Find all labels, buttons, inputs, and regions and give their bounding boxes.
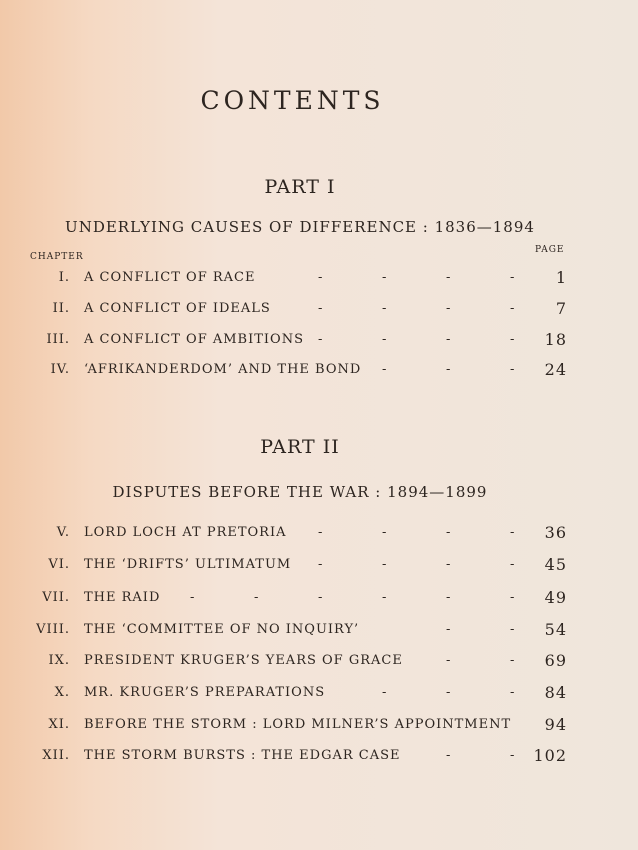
chapter-number: XII.	[42, 748, 70, 763]
chapter-title: PRESIDENT KRUGER’S YEARS OF GRACE	[84, 653, 403, 668]
part-2-title: PART II	[260, 436, 340, 458]
chapter-title: THE ‘DRIFTS’ ULTIMATUM	[84, 557, 292, 572]
chapter-number: V.	[56, 525, 70, 540]
page-number: 69	[544, 651, 567, 670]
chapter-title: THE ‘COMMITTEE OF NO INQUIRY’	[84, 622, 360, 637]
page-number: 94	[544, 715, 567, 734]
page-number: 18	[544, 330, 567, 349]
toc-entry[interactable]	[20, 717, 575, 739]
part-1-title: PART I	[264, 176, 336, 198]
chapter-number: III.	[46, 332, 70, 347]
page-number: 84	[544, 683, 567, 702]
chapter-title: BEFORE THE STORM : LORD MILNER’S APPOINTMENT	[84, 717, 512, 732]
part-2-subtitle: DISPUTES BEFORE THE WAR : 1894—1899	[112, 483, 488, 501]
chapter-title: THE RAID	[84, 590, 161, 605]
toc-entry[interactable]: III. A CONFLICT OF AMBITIONS - - - - 18	[46, 330, 567, 349]
chapter-header: CHAPTER	[30, 252, 84, 262]
toc-entry[interactable]: XII. THE STORM BURSTS : THE EDGAR CASE - - 102	[42, 746, 567, 765]
chapter-number: IV.	[50, 362, 70, 377]
chapter-title: A CONFLICT OF AMBITIONS	[84, 332, 304, 347]
page-number: 7	[555, 299, 567, 318]
toc-entry[interactable]: II. A CONFLICT OF IDEALS - - - - 7	[52, 299, 567, 318]
page-number: 102	[533, 746, 567, 765]
chapter-title: ‘AFRIKANDERDOM’ AND THE BOND	[84, 362, 362, 377]
toc-entry[interactable]: VIII. THE ‘COMMITTEE OF NO INQUIRY’ - - 54	[36, 620, 567, 639]
toc-entry[interactable]: V. LORD LOCH AT PRETORIA - - - - 36	[56, 523, 567, 542]
chapter-title: LORD LOCH AT PRETORIA	[84, 525, 287, 540]
toc-entry[interactable]: IV. ‘AFRIKANDERDOM’ AND THE BOND - - - 24	[50, 360, 567, 379]
chapter-number: VII.	[42, 590, 70, 605]
chapter-number: I.	[58, 270, 70, 285]
part-1-subtitle: UNDERLYING CAUSES OF DIFFERENCE : 1836—1894	[65, 218, 535, 236]
chapter-title: A CONFLICT OF RACE	[84, 270, 256, 285]
chapter-number: IX.	[48, 653, 70, 668]
toc-entry[interactable]: IX. PRESIDENT KRUGER’S YEARS OF GRACE - - 69	[48, 651, 567, 670]
chapter-number: VI.	[48, 557, 70, 572]
page-number: 45	[544, 555, 567, 574]
page-number: 49	[544, 588, 567, 607]
chapter-number: X.	[54, 685, 70, 700]
toc-entry[interactable]: VI. THE ‘DRIFTS’ ULTIMATUM - - - - 45	[48, 555, 567, 574]
page-number: 24	[544, 360, 567, 379]
toc-entry[interactable]: X. MR. KRUGER’S PREPARATIONS - - - 84	[54, 683, 567, 702]
chapter-number: XI.	[48, 717, 70, 732]
chapter-title: MR. KRUGER’S PREPARATIONS	[84, 685, 326, 700]
chapter-title: A CONFLICT OF IDEALS	[84, 301, 271, 316]
page-number: 54	[544, 620, 567, 639]
page-number: 1	[555, 268, 567, 287]
chapter-title: THE STORM BURSTS : THE EDGAR CASE	[84, 748, 401, 763]
page-title: CONTENTS	[200, 86, 385, 115]
toc-entry[interactable]: VII. THE RAID - - - - - - 49	[42, 588, 567, 607]
toc-entry[interactable]: I. A CONFLICT OF RACE - - - - 1	[58, 268, 567, 287]
chapter-number: II.	[52, 301, 70, 316]
page-number: 36	[544, 523, 567, 542]
page-header: PAGE	[535, 245, 565, 255]
chapter-number: VIII.	[36, 622, 70, 637]
